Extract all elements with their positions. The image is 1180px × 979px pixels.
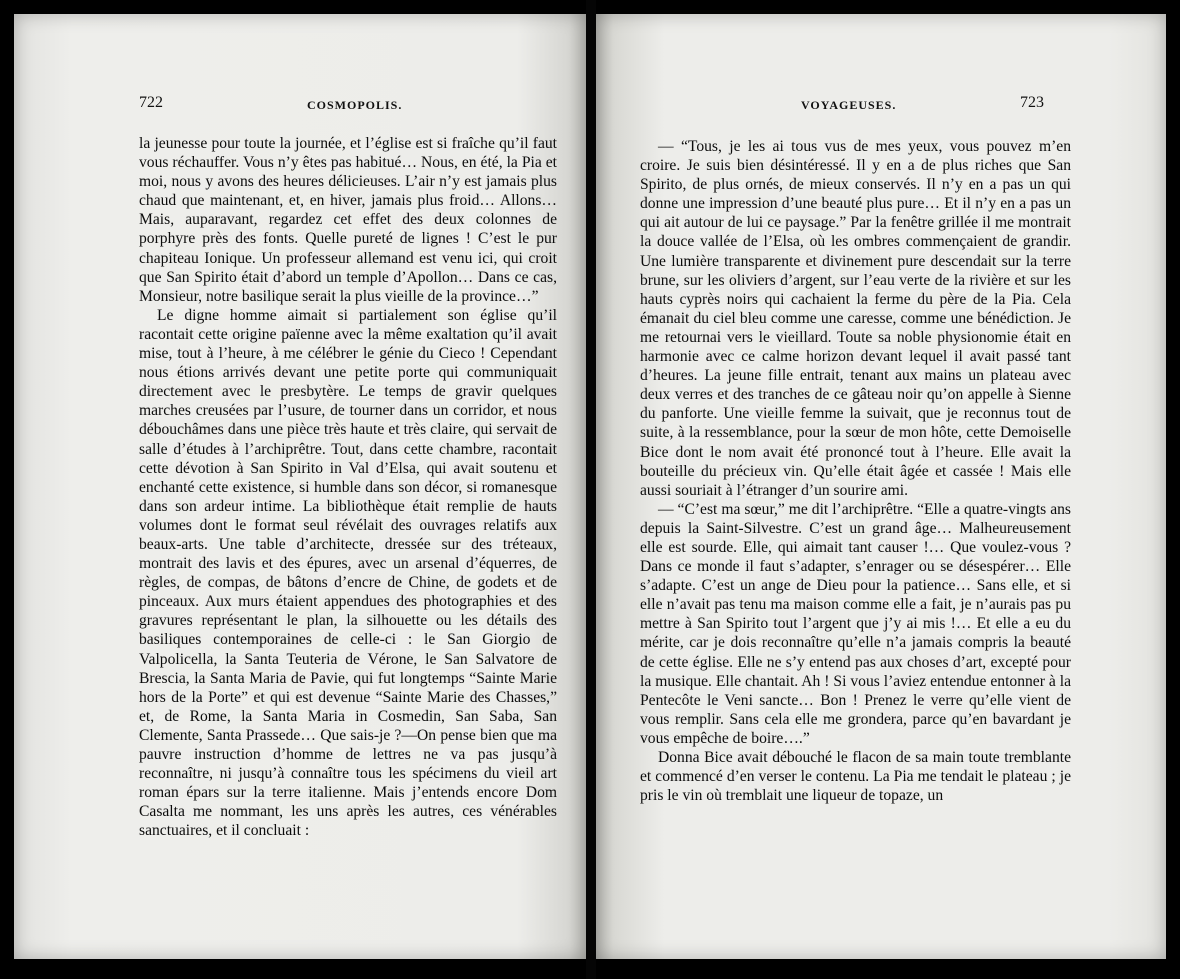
page-body-text <box>139 134 557 840</box>
paragraph: — “Tous, je les ai tous vus de mes yeux, vous pouvez m’en croire. Je suis bien désintéressé. Il y en a de plus riches que San Spirito, de plus ornés, de mieux conservés. Il n’y en a pas un qui donne une impression d’une beauté plus pure… Et il n’y en a pas un qui ait autour de lui ce paysage.” Par la fenêtre grillée il me montrait la douce vallée de l’Elsa, où les ombres commençaient de grandir. Une lumière transparente et divinement pure descendait sur la terre brune, sur les oliviers d’argent, sur l’eau verte de la rivière et sur les hauts cyprès noirs qui cachaient la ferme du père de la Pia. Cela émanait du ciel bleu comme une caresse, comme une bénédiction. Je me retournai vers le vieillard. Toute sa noble physionomie était en harmonie avec ce calme horizon devant lequel il avait passé tant d’heures. La jeune fille entrait, tenant aux mains un plateau avec deux verres et des tranches de ce gâteau noir qu’on appelle à Sienne du panforte. Une vieille femme la suivait, que je reconnus tout de suite, à la ressemblance, pour la sœur de mon hôte, cette Demoiselle Bice dont le nom avait été prononcé tout à l’heure. Elle avait la bouteille du précieux vin. Qu’elle était âgée et cassée ! Mais elle aussi souriait à l’étranger d’un sourire ami. <box>640 138 1071 499</box>
running-title: VOYAGEUSES. <box>801 98 897 112</box>
page-number: 722 <box>139 94 163 111</box>
paragraph: Le digne homme aimait si partialement son église qu’il racontait cette origine païenne avec la même exaltation qu’il avait mise, tout à l’heure, à me célébrer le génie du Cieco ! Cependant nous étions arrivés devant une petite porte qui communiquait directement avec le presbytère. Le temps de gravir quelques marches creusées par l’usure, de tourner dans un corridor, et nous débouchâmes dans une pièce très haute et très claire, qui servait de salle d’études à l’archiprêtre. Tout, dans cette chambre, racontait cette dévotion à San Spirito in Val d’Elsa, qui avait soutenu et enchanté cette existence, si humble dans son décor, si romanesque dans son ardeur intime. La bibliothèque était remplie de hauts volumes dont le format seul révélait des ouvrages relatifs aux beaux-arts. Une table d’architecte, dressée sur des tréteaux, montrait des lavis et des épures, avec un arsenal d’équerres, de règles, de compas, de bâtons d’encre de Chine, de godets et de pinceaux. Aux murs étaient appendues des photographies et des gravures représentant le plan, la silhouette ou les détails des basiliques contemporaines de celle-ci : le San Giorgio de Valpolicella, la Santa Teuteria de Vérone, le San Salvatore de Brescia, la Santa Maria de Pavie, qui fut longtemps “Sainte Marie hors de la Porte” et qui est devenue “Sainte Marie des Chasses,” et, de Rome, la Santa Maria in Cosmedin, San Saba, San Clemente, Santa Prassede… Que sais-je ?—On pense bien que ma pauvre instruction d’homme de lettres ne va pas jusqu’à reconnaître, ni jusqu’à connaître tous les spécimens du vieil art roman épars sur la terre italienne. Mais j’entends encore Dom Casalta me nommant, les uns après les autres, ces vénérables sanctuaires, et il concluait : <box>139 306 557 840</box>
right-page <box>596 14 1166 959</box>
paragraph: Donna Bice avait débouché le flacon de sa main toute tremblante et commencé d’en verser le contenu. La Pia me tendait le plateau ; je pris le vin où tremblait une liqueur de topaze, un <box>640 749 1071 805</box>
paragraph: la jeunesse pour toute la journée, et l’église est si fraîche qu’il faut vous réchauffer. Vous n’y êtes pas habitué… Nous, en été, la Pia et moi, nous y avons des heures délicieuses. L’air n’y est jamais plus chaud que maintenant, et, en hiver, jamais plus froid… Allons… Mais, auparavant, regardez cet effet des deux colonnes de porphyre près des fonts. Quelle pureté de lignes ! C’est le pur chapiteau Ionique. Un professeur allemand est venu ici, qui croit que San Spirito était d’abord un temple d’Apollon… Dans ce cas, Monsieur, notre basilique serait la plus vieille de la province…” <box>139 135 557 305</box>
page-body-text <box>640 137 1071 805</box>
left-page <box>14 14 586 959</box>
running-title: COSMOPOLIS. <box>307 98 403 112</box>
page-number: 723 <box>1020 94 1044 111</box>
paragraph: — “C’est ma sœur,” me dit l’archiprêtre. “Elle a quatre-vingts ans depuis la Saint-Silvestre. C’est un grand âge… Malheureusement elle est sourde. Elle, qui aimait tant causer !… Que voulez-vous ? Dans ce monde il faut s’adapter, s’enrager ou se désespérer… Elle s’adapte. C’est un ange de Dieu pour la patience… Sans elle, et si elle n’avait pas tenu ma maison comme elle a fait, je n’aurais pas pu mettre à San Spirito tout l’argent que j’y ai mis !… Et elle a eu du mérite, car je dois reconnaître qu’elle n’a jamais compris la beauté de cette église. Elle ne s’y entend pas aux choses d’art, excepté pour la musique. Elle chantait. Ah ! Si vous l’aviez entendue entonner à la Pentecôte le Veni sancte… Bon ! Prenez le verre qu’elle vient de vous remplir. Sans cela elle me grondera, parce qu’en bavardant je vous empêche de boire….” <box>640 500 1071 747</box>
book-gutter <box>586 0 596 979</box>
